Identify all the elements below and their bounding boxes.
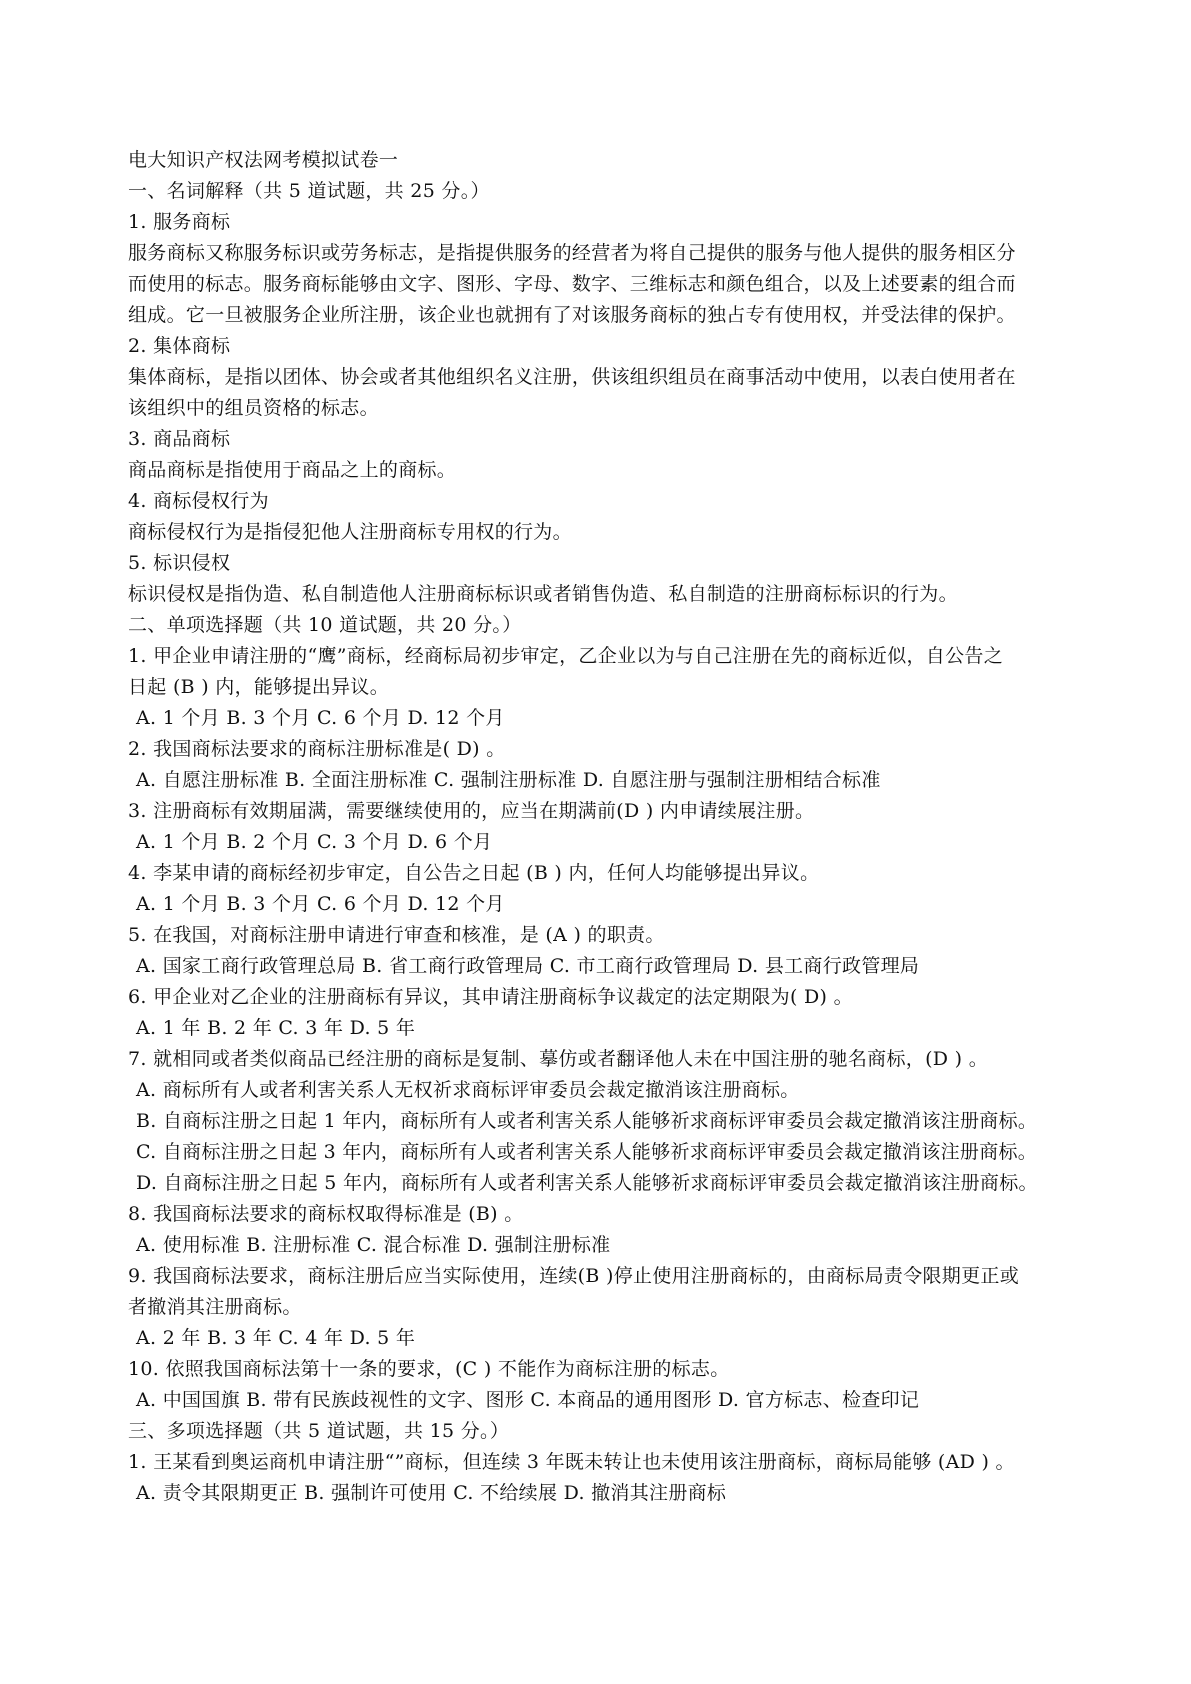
term-body-line: 组成。它一旦被服务企业所注册，该企业也就拥有了对该服务商标的独占专有使用权，并受法律的保护。 [128,304,1016,326]
term-heading-3: 3. 商品商标 [128,428,231,450]
question-line: 8. 我国商标法要求的商标权取得标准是 (B) 。 [128,1203,524,1225]
question-line: 10. 依照我国商标法第十一条的要求，(C ) 不能作为商标注册的标志。 [128,1358,730,1380]
option-line: A. 中国国旗 B. 带有民族歧视性的文字、图形 C. 本商品的通用图形 D. 官方标志、检查印记 [136,1389,920,1411]
term-body-line: 集体商标，是指以团体、协会或者其他组织名义注册，供该组织组员在商事活动中使用，以表白使用者在 [128,366,1016,388]
question-line: 1. 甲企业申请注册的“鹰”商标，经商标局初步审定，乙企业以为与自己注册在先的商标近似，自公告之 [128,645,1003,667]
term-body-line: 服务商标又称服务标识或劳务标志，是指提供服务的经营者为将自己提供的服务与他人提供的服务相区分 [128,242,1016,264]
option-line: C. 自商标注册之日起 3 年内，商标所有人或者利害关系人能够祈求商标评审委员会裁定撤消该注册商标。 [136,1141,1038,1163]
term-body-line: 而使用的标志。服务商标能够由文字、图形、字母、数字、三维标志和颜色组合，以及上述要素的组合而 [128,273,1016,295]
option-line: B. 自商标注册之日起 1 年内，商标所有人或者利害关系人能够祈求商标评审委员会裁定撤消该注册商标。 [136,1110,1038,1132]
option-line: A. 2 年 B. 3 年 C. 4 年 D. 5 年 [136,1327,416,1349]
question-line: 5. 在我国，对商标注册申请进行审查和核准，是 (A ) 的职责。 [128,924,665,946]
question-line: 9. 我国商标法要求，商标注册后应当实际使用，连续(B )停止使用注册商标的，由商标局责令限期更正或 [128,1265,1019,1287]
option-line: A. 责令其限期更正 B. 强制许可使用 C. 不给续展 D. 撤消其注册商标 [136,1482,727,1504]
question-line: 者撤消其注册商标。 [128,1296,302,1318]
document-title: 电大知识产权法网考模拟试卷一 [128,149,399,171]
question-line: 3. 注册商标有效期届满，需要继续使用的，应当在期满前(D ) 内申请续展注册。 [128,800,815,822]
option-line: A. 国家工商行政管理总局 B. 省工商行政管理局 C. 市工商行政管理局 D. 县工商行政管理局 [136,955,920,977]
section-heading-1: 一、名词解释（共 5 道试题，共 25 分。） [128,180,490,202]
term-body-line: 商品商标是指使用于商品之上的商标。 [128,459,457,481]
question-line: 日起 (B ) 内，能够提出异议。 [128,676,390,698]
option-line: A. 1 个月 B. 2 个月 C. 3 个月 D. 6 个月 [136,831,493,853]
term-body-line: 该组织中的组员资格的标志。 [128,397,379,419]
option-line: D. 自商标注册之日起 5 年内，商标所有人或者利害关系人能够祈求商标评审委员会裁定撤消该注册商标。 [136,1172,1038,1194]
term-heading-5: 5. 标识侵权 [128,552,231,574]
option-line: A. 1 个月 B. 3 个月 C. 6 个月 D. 12 个月 [136,893,505,915]
option-line: A. 商标所有人或者利害关系人无权祈求商标评审委员会裁定撤消该注册商标。 [136,1079,800,1101]
section-heading-3: 三、多项选择题（共 5 道试题，共 15 分。） [128,1420,510,1442]
option-line: A. 1 年 B. 2 年 C. 3 年 D. 5 年 [136,1017,416,1039]
question-line: 7. 就相同或者类似商品已经注册的商标是复制、摹仿或者翻译他人未在中国注册的驰名商标，(D ) 。 [128,1048,989,1070]
option-line: A. 1 个月 B. 3 个月 C. 6 个月 D. 12 个月 [136,707,505,729]
question-line: 4. 李某申请的商标经初步审定，自公告之日起 (B ) 内，任何人均能够提出异议。 [128,862,820,884]
term-heading-1: 1. 服务商标 [128,211,231,233]
term-body-line: 商标侵权行为是指侵犯他人注册商标专用权的行为。 [128,521,572,543]
section-heading-2: 二、单项选择题（共 10 道试题，共 20 分。） [128,614,522,636]
question-line: 1. 王某看到奥运商机申请注册“”商标，但连续 3 年既未转让也未使用该注册商标，商标局能够 (AD ) 。 [128,1451,1015,1473]
term-heading-2: 2. 集体商标 [128,335,231,357]
option-line: A. 自愿注册标准 B. 全面注册标准 C. 强制注册标准 D. 自愿注册与强制注册相结合标准 [136,769,881,791]
question-line: 6. 甲企业对乙企业的注册商标有异议，其申请注册商标争议裁定的法定期限为( D) 。 [128,986,853,1008]
question-line: 2. 我国商标法要求的商标注册标准是( D) 。 [128,738,506,760]
document-page [128,145,1108,1509]
term-body-line: 标识侵权是指伪造、私自制造他人注册商标标识或者销售伪造、私自制造的注册商标标识的行为。 [128,583,958,605]
option-line: A. 使用标准 B. 注册标准 C. 混合标准 D. 强制注册标准 [136,1234,611,1256]
term-heading-4: 4. 商标侵权行为 [128,490,269,512]
